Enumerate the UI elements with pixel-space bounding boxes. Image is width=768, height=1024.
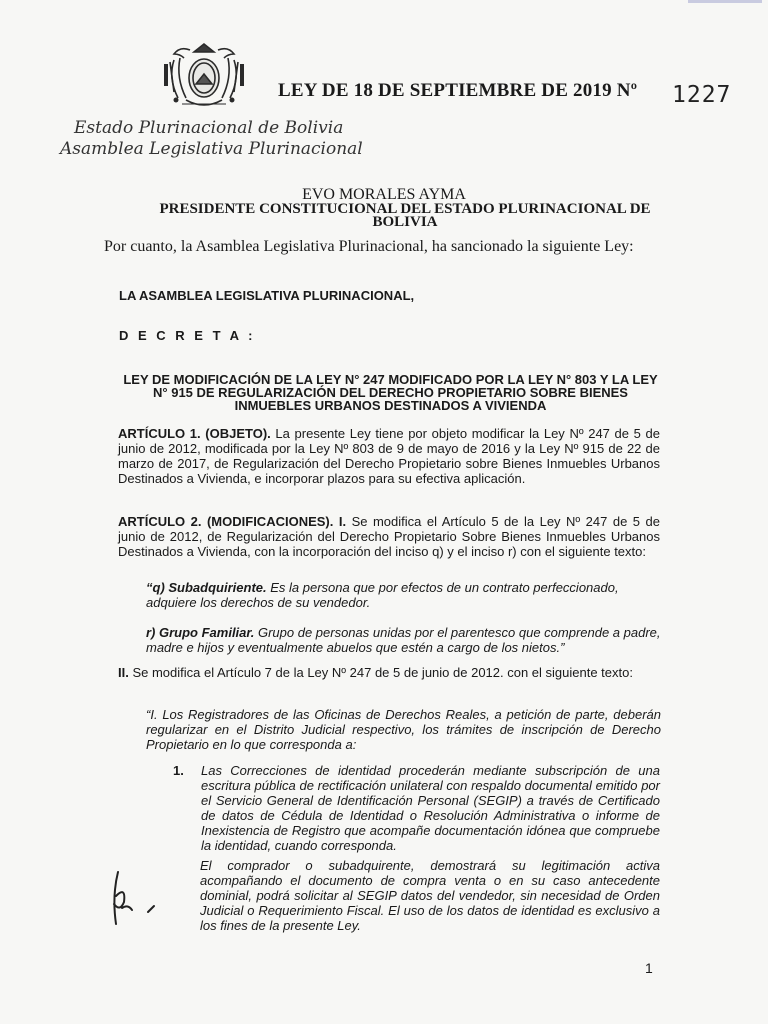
article-2 [118,514,660,559]
quote-i: “I. Los Registradores de las Oficinas de Derechos Reales, a petición de parte, deberán regularizar en el Distrito Judicial respectivo, los trámites de inscripción de Derecho Propietario en lo que corresponda a: [146,707,661,752]
scan-mark-icon [688,0,762,4]
law-number: 1227 [672,82,732,108]
item-r-label: r) Grupo Familiar. [146,625,255,640]
item-1 [175,763,660,853]
president-title: PRESIDENTE CONSTITUCIONAL DEL ESTADO PLURINACIONAL DE BOLIVIA [159,201,651,230]
assembly-declaration: LA ASAMBLEA LEGISLATIVA PLURINACIONAL, [119,288,415,303]
president-name: EVO MORALES AYMA [302,186,466,203]
article-2-label: ARTÍCULO 2. (MODIFICACIONES). I. [118,514,347,529]
section-ii-label: II. [118,665,129,680]
law-heading: LEY DE MODIFICACIÓN DE LA LEY N° 247 MODIFICADO POR LA LEY N° 803 Y LA LEY N° 915 DE REGULARIZACIÓN DEL DERECHO PROPIETARIO SOBRE BIENES INMUEBLES URBANOS DESTINADOS A VIVIENDA [123,372,658,413]
assembly-name: Asamblea Legislativa Plurinacional [60,139,363,159]
article-1 [118,426,660,486]
decreta-label: D E C R E T A : [119,328,256,343]
law-title: LEY DE 18 DE SEPTIEMBRE DE 2019 Nº [278,80,638,101]
por-cuanto-text: Por cuanto, la Asamblea Legislativa Plurinacional, ha sancionado la siguiente Ley: [104,238,634,255]
page-number: 1 [645,960,653,976]
section-ii [118,665,661,680]
item-r [146,625,663,655]
article-1-label: ARTÍCULO 1. (OBJETO). [118,426,271,441]
item-q-text: Es la persona que por efectos de un contrato perfeccionado, adquiere los derechos de su vendedor. [146,580,619,610]
item-q [146,580,661,610]
item-r-text: Grupo de personas unidas por el parentesco que comprende a padre, madre e hijos y eventualmente abuelos que estén a cargo de los nietos.” [146,625,661,655]
coat-of-arms-icon [160,38,248,114]
comprador-paragraph: El comprador o subadquirente, demostrará su legitimación activa acompañando el documento de compra venta o en su caso antecedente dominial, podrá solicitar al SEGIP datos del vendedor, sin necesidad de Orden Judicial o Requerimiento Fiscal. El uso de los datos de identidad es exclusivo a los fines de la presente Ley. [200,858,660,933]
state-name: Estado Plurinacional de Bolivia [74,118,344,138]
article-1-text: La presente Ley tiene por objeto modificar la Ley Nº 247 de 5 de junio de 2012, modificada por la Ley Nº 803 de 9 de mayo de 2016 y la Ley Nº 915 de 22 de marzo de 2017, de Regularización del Derecho Propietario sobre Bienes Inmuebles Urbanos Destinados a Vivienda, e incorporar plazos para su efectiva aplicación. [118,426,660,486]
signature-icon [104,866,166,932]
article-2-text: Se modifica el Artículo 5 de la Ley Nº 247 de 5 de junio de 2012, de Regularización del Derecho Propietario Sobre Bienes Inmuebles Urbanos Destinados a Vivienda, con la incorporación del inciso q) y el inciso r) con el siguiente texto: [118,514,660,559]
item-1-text: Las Correcciones de identidad procederán mediante subscripción de una escritura pública de rectificación unilateral con respaldo documental emitido por el Servicio General de Identificación Personal (SEGIP) a través de Certificado de datos de Cédula de Identidad o Resolución Administrativa o informe de Inexistencia de Registro que acompañe documentación idónea que compruebe la identidad, cuando corresponda. [201,763,660,853]
item-q-label: “q) Subadquiriente. [146,580,267,595]
item-1-number: 1. [173,763,184,778]
section-ii-text: Se modifica el Artículo 7 de la Ley Nº 247 de 5 de junio de 2012. con el siguiente texto: [128,665,633,680]
